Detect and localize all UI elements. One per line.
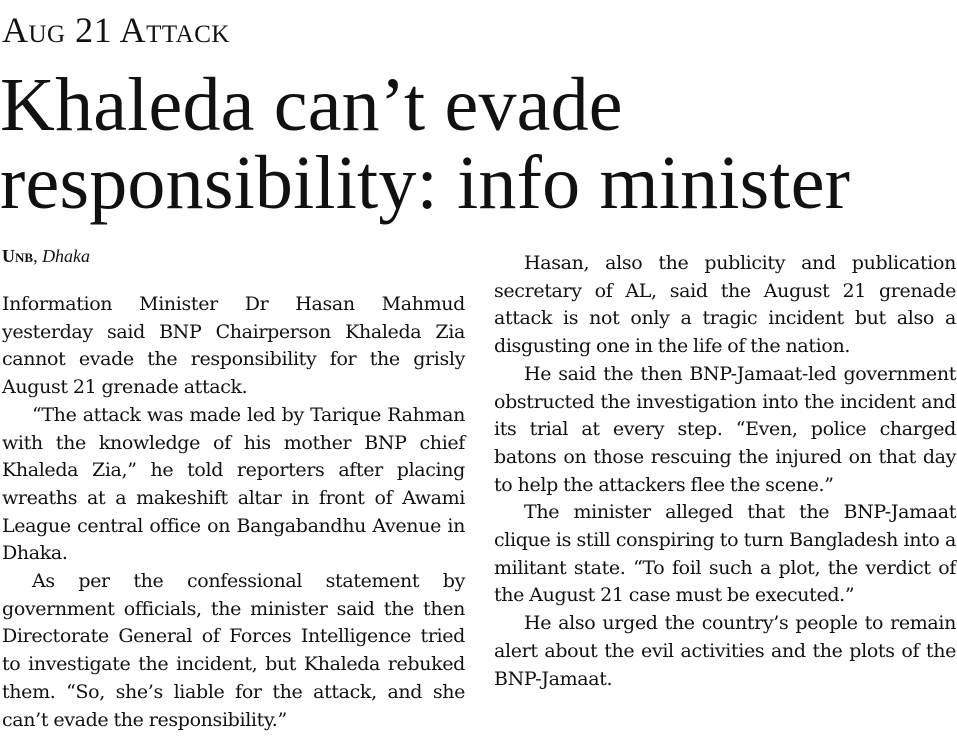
article-paragraph: He said the then BNP-Jamaat-led government obstructed the investigation into the incident and its trial at every step. “Even, police charged batons on those rescuing the injured on that day to help the attackers flee the scene.” bbox=[494, 362, 956, 496]
article-paragraph: As per the confessional statement by government officials, the minister said the then Directorate General of Forces Intelligence tried to investigate the incident, but Khaleda rebuked them. “So, she’s liable for the attack, and she can’t evade the responsibility.” bbox=[2, 570, 465, 731]
byline bbox=[2, 244, 90, 268]
kicker-label: Aug 21 Attack bbox=[2, 10, 230, 50]
headline bbox=[0, 63, 957, 225]
byline-place: Dhaka bbox=[42, 246, 91, 266]
headline-line-2: responsibility: info minister bbox=[0, 141, 851, 225]
article-paragraph: Information Minister Dr Hasan Mahmud yesterday said BNP Chairperson Khaleda Zia cannot evade the responsibility for the grisly August 21 grenade attack. bbox=[2, 293, 465, 399]
byline-separator: , bbox=[33, 246, 38, 266]
article-paragraph: Hasan, also the publicity and publication secretary of AL, said the August 21 grenade attack is not only a tragic incident but also a disgusting one in the life of the nation. bbox=[494, 252, 956, 358]
article-column-left bbox=[2, 291, 465, 734]
article-paragraph: He also urged the country’s people to remain alert about the evil activities and the plots of the BNP-Jamaat. bbox=[494, 612, 956, 690]
byline-agency: Unb bbox=[2, 246, 34, 266]
headline-line-1: Khaleda can’t evade bbox=[0, 63, 623, 147]
article-paragraph: The minister alleged that the BNP-Jamaat clique is still conspiring to turn Bangladesh into a militant state. “To foil such a plot, the verdict of the August 21 case must be executed.” bbox=[494, 501, 956, 607]
article-paragraph: “The attack was made led by Tarique Rahman with the knowledge of his mother BNP chief Khaleda Zia,” he told reporters after placing wreaths at a makeshift altar in front of Awami League central office on Bangabandhu Avenue in Dhaka. bbox=[2, 403, 465, 565]
article-column-right bbox=[494, 250, 956, 693]
